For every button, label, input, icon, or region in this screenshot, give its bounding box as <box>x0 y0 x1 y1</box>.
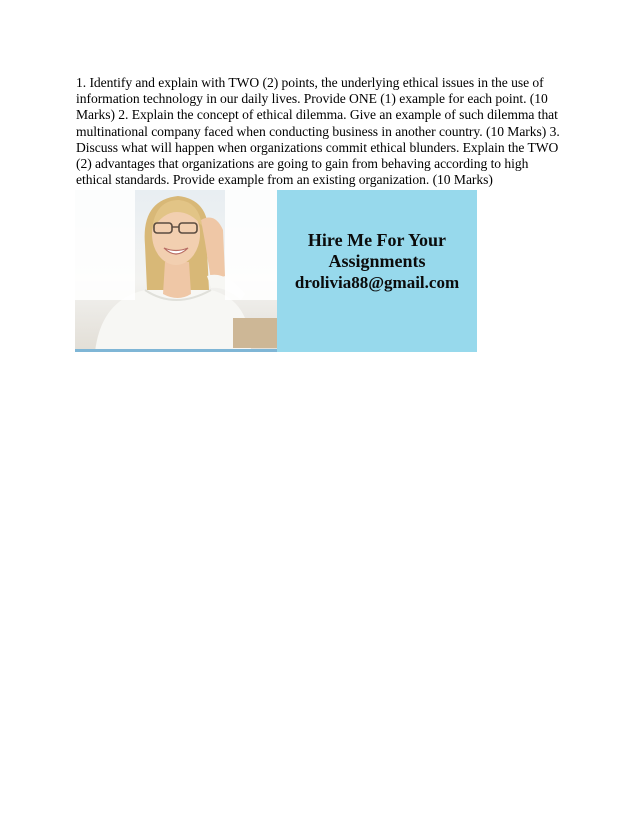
promo-line-1: Hire Me For Your <box>307 229 447 250</box>
assignment-questions: 1. Identify and explain with TWO (2) points, the underlying ethical issues in the use of information technology in our daily lives. Provide ONE (1) example for each point. (10 Marks) 2. Explain the concept of ethical dilemma. Give an example of such dilemma that multinational company faced when conducting business in another country. (10 Marks) 3. Discuss what will happen when organizations commit ethical blunders. Explain the TWO (2) advantages that organizations are going to gain from behaving according to high ethical standards. Provide example from an existing organization. (10 Marks) <box>76 75 560 188</box>
woman-photo <box>75 190 277 352</box>
contact-email[interactable]: drolivia88@gmail.com <box>294 272 460 292</box>
advertisement-banner[interactable] <box>75 190 477 352</box>
hire-me-promo <box>277 190 477 352</box>
promo-line-2: Assignments <box>328 250 426 271</box>
